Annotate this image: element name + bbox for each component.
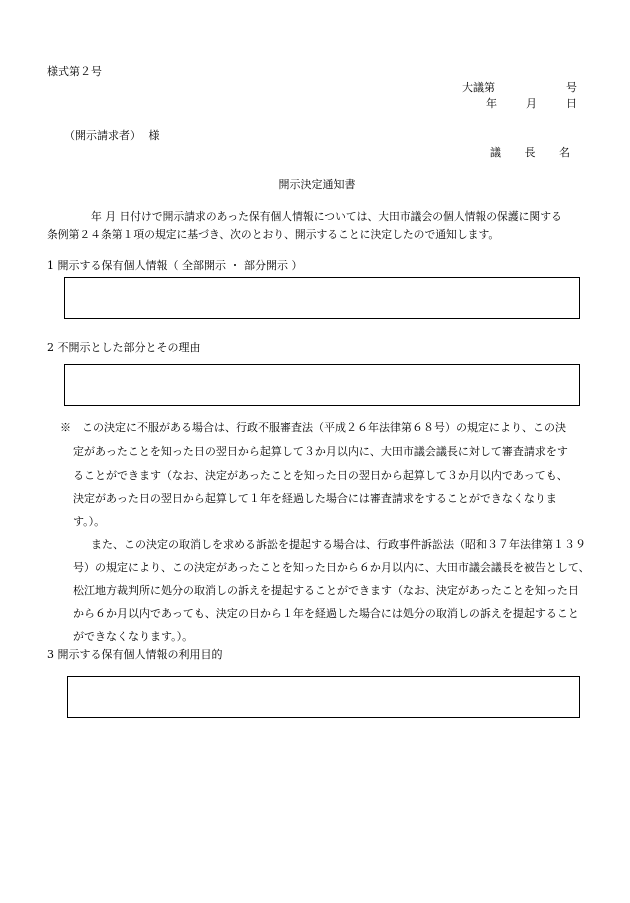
notice-line: ※ この決定に不服がある場合は、行政不服審査法（平成２６年法律第６８号）の規定により、この決 — [60, 421, 566, 434]
notice-line: 号）の規定により、この決定があったことを知った日から６か月以内に、大田市議会議長を被告として、 — [73, 561, 590, 574]
section-1-content-box[interactable] — [64, 277, 580, 319]
section-3-content-box[interactable] — [67, 676, 580, 718]
addressee — [64, 128, 160, 143]
notice-line: 決定があった日の翌日から起算して１年を経過した場合には審査請求をすることができなくなりま — [73, 492, 557, 505]
date-year-label: 年 — [486, 97, 497, 110]
section-2-heading: 2 不開示とした部分とその理由 — [47, 341, 201, 354]
date-day-label: 日 — [566, 97, 577, 110]
document-title: 開示決定通知書 — [278, 178, 356, 191]
notice-line: から６か月以内であっても、決定の日から１年を経過した場合には処分の取消しの訴えを提起すること — [73, 607, 579, 620]
section-3-heading: 3 開示する保有個人情報の利用目的 — [47, 648, 223, 661]
addressee-name: （開示請求者） — [64, 129, 141, 142]
notice-line: 松江地方裁判所に処分の取消しの訴えを提起することができます（なお、決定があったことを知った日 — [73, 584, 579, 597]
date-month-label: 月 — [526, 97, 537, 110]
document-number-suffix: 号 — [566, 81, 577, 94]
notice-line: 定があったことを知った日の翌日から起算して３か月以内に、大田市議会議長に対して審査請求をす — [73, 445, 568, 458]
section-2-content-box[interactable] — [64, 364, 580, 406]
addressee-honorific: 様 — [148, 129, 160, 142]
notice-line: す。）。 — [73, 515, 106, 528]
intro-line-2: 条例第２４条第１項の規定に基づき、次のとおり、開示することに決定したので通知します。 — [47, 228, 500, 241]
intro-line-1: 年 月 日付けで開示請求のあった保有個人情報については、大田市議会の個人情報の保護に関する — [91, 210, 562, 223]
document-number-prefix: 大議第 — [462, 81, 495, 94]
signer-line — [490, 145, 570, 160]
form-number: 様式第２号 — [47, 65, 102, 78]
signer-char-3: 名 — [559, 146, 570, 159]
signer-char-2: 長 — [524, 146, 536, 159]
section-1-heading: 1 開示する保有個人情報（ 全部開示 ・ 部分開示 ） — [47, 259, 303, 272]
signer-char-1: 議 — [490, 146, 501, 159]
notice-line: また、この決定の取消しを求める訴訟を提起する場合は、行政事件訴訟法（昭和３７年法律第１３９ — [91, 538, 586, 551]
notice-line: ができなくなります。）。 — [73, 630, 194, 643]
notice-line: ることができます（なお、決定があったことを知った日の翌日から起算して３か月以内であっても、 — [73, 469, 568, 482]
